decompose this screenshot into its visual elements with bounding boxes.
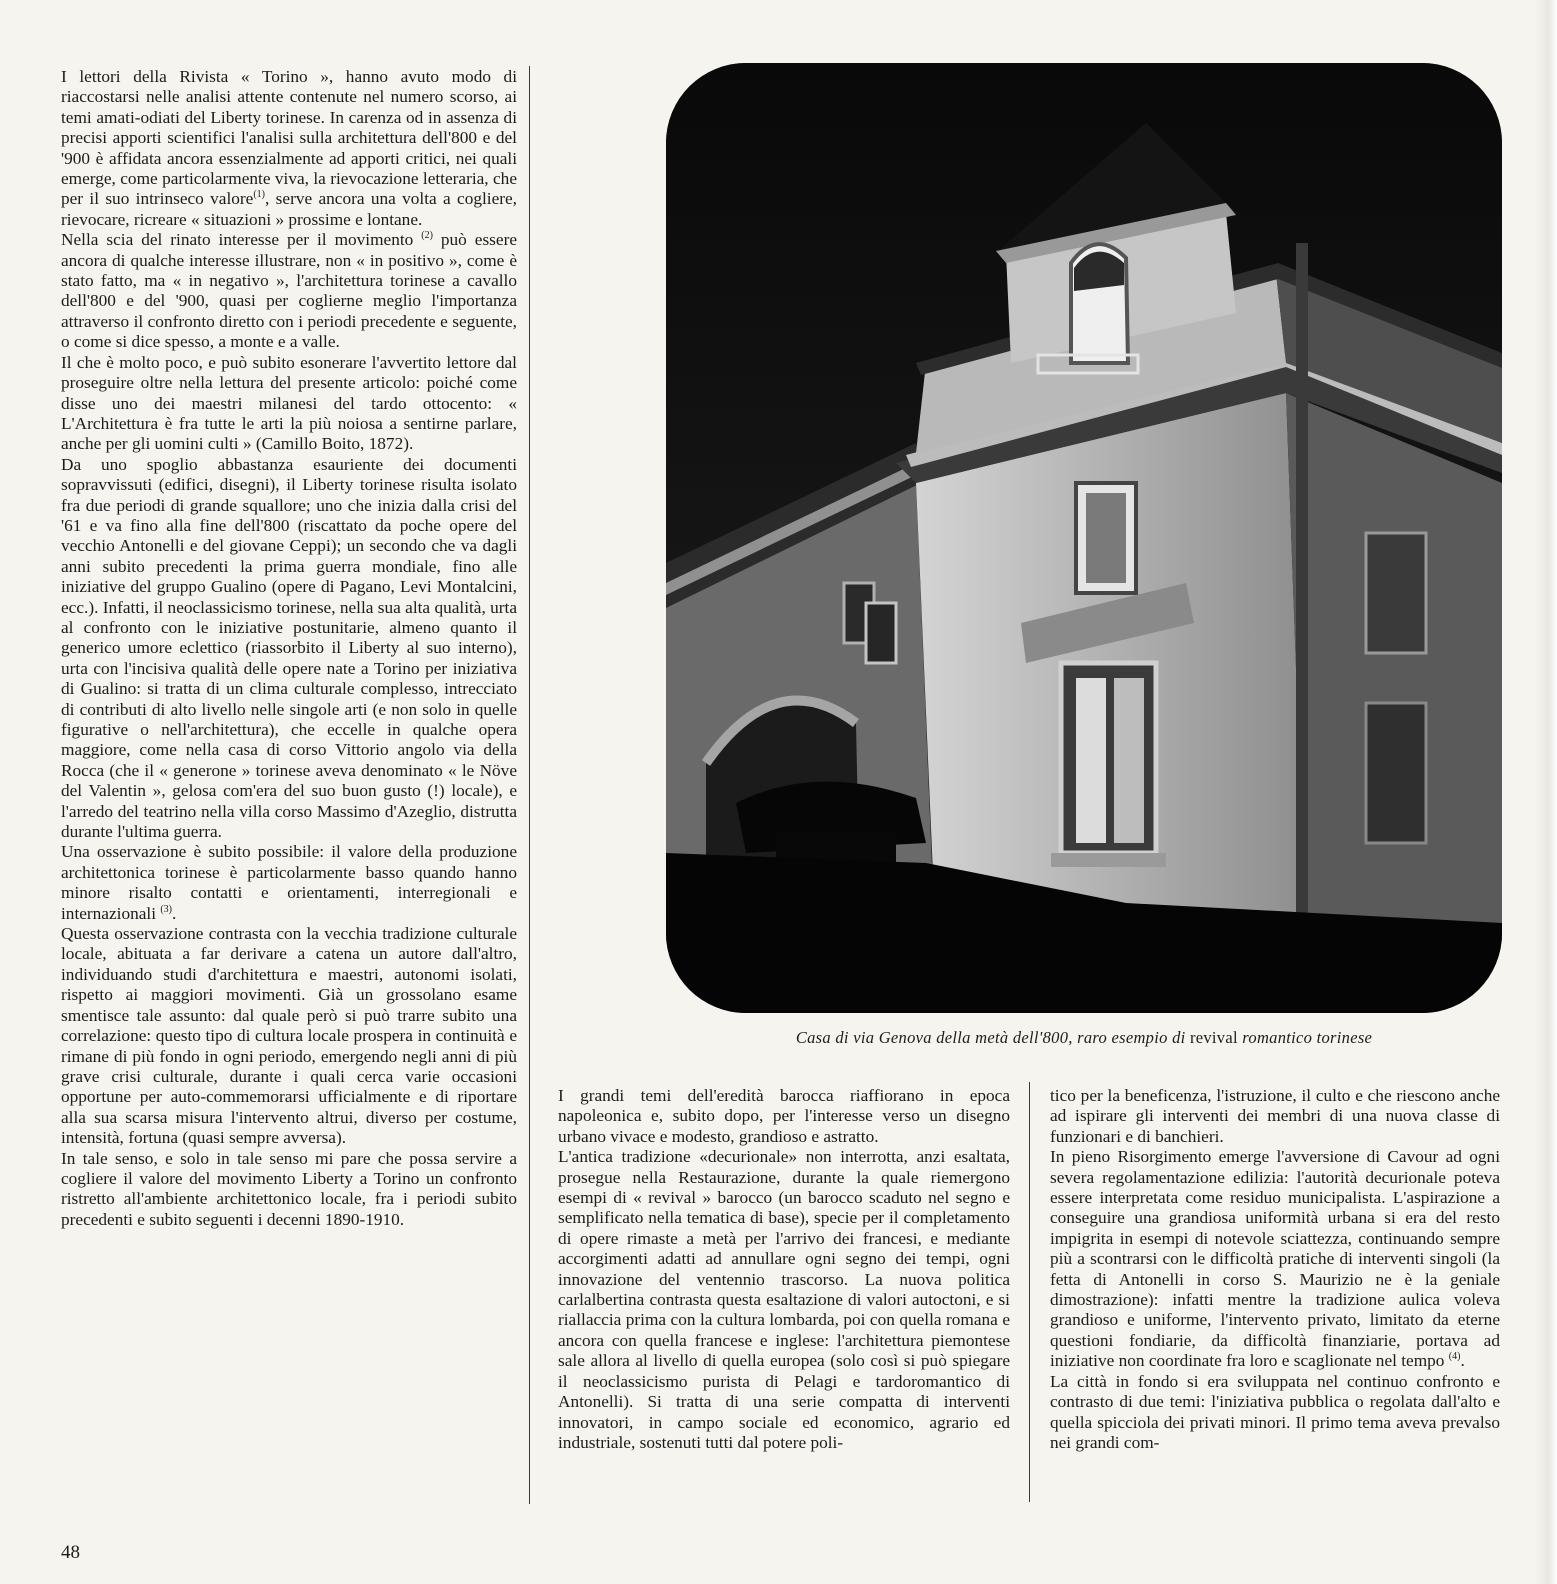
page-edge xyxy=(1535,0,1557,1584)
paragraph: La città in fondo si era sviluppata nel continuo confronto e contrasto di due temi: l'iniziativa pubblica o regolata dall'alto e quella spicciola dei privati minori. Il primo tema aveva prevalso nei grandi com- xyxy=(1050,1371,1500,1452)
middle-column xyxy=(558,1086,1010,1453)
paragraph: Il che è molto poco, e può subito esonerare l'avvertito lettore dal proseguire oltre nella lettura del presente articolo: poiché come disse uno dei maestri milanesi del tardo ottocento: « L'Architettura è fra tutte le arti la più noiosa a sentirne parlare, anche per gli uomini culti » (Camillo Boito, 1872). xyxy=(61,352,517,454)
footnote-ref: (2) xyxy=(421,230,433,242)
footnote-ref: (1) xyxy=(253,189,266,201)
photo-caption: Casa di via Genova della metà dell'800, raro esempio di revival romantico torinese xyxy=(795,1028,1373,1047)
column-divider xyxy=(1029,1082,1030,1502)
paragraph: In pieno Risorgimento emerge l'avversione di Cavour ad ogni severa regolamentazione edilizia: l'autorità decurionale poteva essere interpretata come residuo municipalista. L'aspirazione a conseguire una grandiosa uniformità urbana si era del resto impigrita in esempi di notevole sciattezza, continuando sempre più a scontrarsi con le difficoltà pratiche di interventi singoli (la fetta di Antonelli in corso S. Maurizio ne è la geniale dimostrazione): infatti mentre la tradizione aulica voleva grandioso e uniforme, l'intervento privato, limitato da eterne questioni fondiarie, da difficoltà finanziarie, portava ad iniziative non coordinate fra loro e scaglionate nel tempo $^{(4)}$. xyxy=(1050,1147,1500,1371)
paragraph: Nella scia del rinato interesse per il movimento $^{(2)}$ può essere ancora di qualche interesse illustrare, non « in positivo », come è stato fatto, ma « in negativo », l'architettura torinese a cavallo dell'800 e del '900, quasi per coglierne meglio l'importanza attraverso il confronto diretto con i periodi precedente e seguente, o come si dice spesso, a monte e a valle. xyxy=(61,230,517,352)
paragraph: L'antica tradizione «decurionale» non interrotta, anzi esaltata, prosegue nella Restaurazione, durante la quale riemergono esempi di « revival » barocco (un barocco scaduto nel segno e semplificato nella tematica di base), specie per il completamento di opere rimaste a metà per l'arrivo dei francesi, e mediante accorgimenti adatti ad annullare ogni segno dei tempi, ogni innovazione del ventennio trascorso. La nuova politica carlalbertina contrasta questa esaltazione di valori autoctoni, e si riallaccia prima con la cultura lombarda, poi con quella romana e ancora con quella francese e inglese: l'architettura piemontese sale allora al livello di quella europea (solo così si può spiegare il neoclassicismo purista di Pelagi e tardoromantico di Antonelli). Si tratta di una serie compatta di interventi innovatori, in campo sociale ed economico, agrario ed industriale, sostenuti tutti dal potere poli- xyxy=(558,1147,1010,1452)
column-divider xyxy=(529,66,530,1504)
paragraph: tico per la beneficenza, l'istruzione, il culto e che riescono anche ad ispirare gli interventi dei membri di una nuova classe di funzionari e di banchieri. xyxy=(1050,1086,1500,1146)
house-photo-drawing xyxy=(666,63,1502,1013)
paragraph: Questa osservazione contrasta con la vecchia tradizione culturale locale, abituata a far derivare a catena un autore dall'altro, individuando studi d'architettura e maestri, autonomi isolati, rispetto ai maggiori movimenti. Già un grossolano esame smentisce tale assunto: dal quale però si può trarre subito una correlazione: questo tipo di cultura locale prospera in continuità e rimane di più fondo in ogni periodo, emergendo negli anni di più grave crisi culturale, durante i quali cerca varie occasioni opportune per auto-commemorarsi ufficialmente e di riportare alla sua scarsa misura l'intervento altrui, diverso per costume, intensità, fortuna (quasi sempre avversa). xyxy=(61,924,517,1148)
paragraph: In tale senso, e solo in tale senso mi pare che possa servire a cogliere il valore del movimento Liberty a Torino un confronto ristretto all'ambiente architettonico locale, fra i periodi subito precedenti e subito seguenti i decenni 1890-1910. xyxy=(61,1148,517,1229)
footnote-ref: (4) xyxy=(1448,1351,1461,1363)
page-number: 48 xyxy=(61,1542,80,1563)
paragraph: I grandi temi dell'eredità barocca riaffiorano in epoca napoleonica e, subito dopo, per l'interesse verso un disegno urbano vivace e modesto, grandioso e astratto. xyxy=(558,1086,1010,1146)
house-photo xyxy=(666,63,1502,1013)
left-column xyxy=(61,67,517,1230)
paragraph: I lettori della Rivista « Torino », hanno avuto modo di riaccostarsi nelle analisi attente contenute nel numero scorso, ai temi amati-odiati del Liberty torinese. In carenza od in assenza di precisi apporti scientifici l'analisi sulla architettura dell'800 e del '900 è affidata ancora essenzialmente ad apporti critici, nei quali emerge, come particolarmente viva, la rievocazione letteraria, che per il suo intrinseco valore$^{(1)}$, serve ancora una volta a cogliere, rievocare, ricreare « situazioni » prossime e lontane. xyxy=(61,67,517,229)
paragraph: Da uno spoglio abbastanza esauriente dei documenti sopravvissuti (edifici, disegni), il Liberty torinese risulta isolato fra due periodi di grande squallore; uno che inizia dalla crisi del '61 e va fino alla fine dell'800 (riscattato da poche opere del vecchio Antonelli e del giovane Ceppi); un secondo che va dagli anni subito precedenti la prima guerra mondiale, fino alle iniziative del gruppo Gualino (opere di Pagano, Levi Montalcini, ecc.). Infatti, il neoclassicismo torinese, nella sua alta qualità, urta al confronto con le iniziative postunitarie, almeno quanto il generico umore eclettico (riassorbito il Liberty al suo interno), urta con l'incisiva qualità delle opere nate a Torino per iniziativa di Gualino: si tratta di un clima culturale complesso, intrecciato di contributi di alto livello nelle singole arti (e non solo in quelle figurative o nell'architettura), che eccelle in qualche opera maggiore, come nella casa di corso Vittorio angolo via della Rocca (che il « generone » torinese aveva denominato « le Növe del Valentin », gelosa com'era del suo buon gusto (!) locale), e l'arredo del teatrino nella villa corso Massimo d'Azeglio, distrutta durante l'ultima guerra. xyxy=(61,454,517,842)
paragraph: Una osservazione è subito possibile: il valore della produzione architettonica torinese è particolarmente basso quando hanno minore risalto contatti e orientamenti, interregionali e internazionali $^{(3)}$. xyxy=(61,842,517,923)
footnote-ref: (3) xyxy=(160,903,173,915)
right-column xyxy=(1050,1086,1500,1453)
